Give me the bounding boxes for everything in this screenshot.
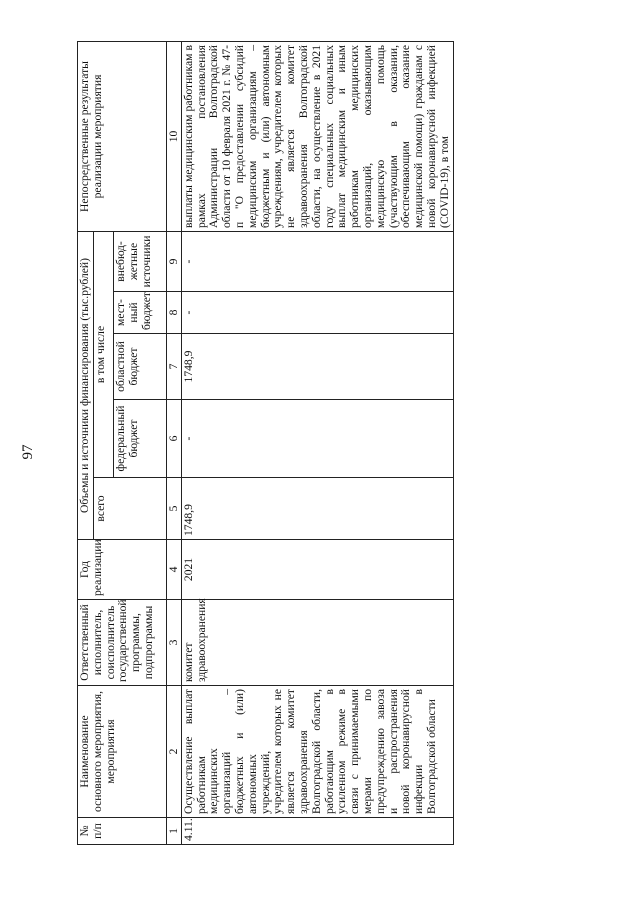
header-executor: Ответственный исполнитель, соисполнитель государственной программы, подпрограммы	[78, 600, 167, 686]
header-federal: федеральный бюджет	[113, 400, 166, 478]
page-number: 97	[20, 444, 36, 460]
header-in-that-number: в том числе	[93, 231, 113, 477]
column-number: 7	[166, 334, 181, 400]
header-extra: внебюд- жетные источники	[113, 231, 166, 291]
header-row-1	[78, 41, 94, 844]
column-number: 2	[166, 686, 181, 818]
header-year: Год реализации	[78, 540, 167, 600]
column-number: 10	[166, 41, 181, 231]
row-local: -	[181, 292, 453, 334]
row-total: 1748,9	[181, 478, 453, 540]
header-results: Непосредственные результаты реализации мероприятия	[78, 41, 167, 231]
column-number: 6	[166, 400, 181, 478]
row-regional: 1748,9	[181, 334, 453, 400]
header-name: Наименование основного мероприятия, мероприятия	[78, 686, 167, 818]
row-measure-name: Осуществление выплат работникам медицинских организаций – бюджетных и (или) автономных учреждений, учредителем которых не является комитет здравоохранения Волгоградской области, работающим в усиленном режиме в связи с принимаемыми мерами по предупреждению завоза и распространения новой коронавирусной инфекции в Волгоградской области	[181, 686, 453, 818]
column-number: 1	[166, 818, 181, 845]
column-number: 5	[166, 478, 181, 540]
row-result: выплаты медицинским работникам в рамках постановления Администрации Волгоградской области от 10 февраля 2021 г. № 47-п "О предоставлении субсидий медицинским организациям – бюджетным и (или) автономным учреждениям, учредителем которых не является комитет здравоохранения Волгоградской области, на осуществление в 2021 году специальных социальных выплат медицинским и иным работникам медицинских организаций, оказывающим медицинскую помощь (участвующим в оказании, обеспечивающим оказание медицинской помощи) гражданам с новой коронавирусной инфекцией (COVID-19), в том	[181, 41, 453, 231]
header-financing: Объемы и источники финансирования (тыс.рублей)	[78, 231, 94, 539]
column-number: 9	[166, 231, 181, 291]
row-number: 4.11.	[181, 818, 453, 845]
column-number: 4	[166, 540, 181, 600]
table-row	[181, 41, 453, 844]
row-extra: -	[181, 231, 453, 291]
header-number: № п/п	[78, 818, 167, 845]
column-numbers-row	[166, 41, 181, 844]
header-local: мест- ный бюджет	[113, 292, 166, 334]
column-number: 8	[166, 292, 181, 334]
row-executor: комитет здравоохранения	[181, 600, 453, 686]
header-regional: областной бюджет	[113, 334, 166, 400]
row-year: 2021	[181, 540, 453, 600]
row-federal: -	[181, 400, 453, 478]
header-total: всего	[93, 478, 166, 540]
column-number: 3	[166, 600, 181, 686]
program-table	[77, 41, 454, 845]
